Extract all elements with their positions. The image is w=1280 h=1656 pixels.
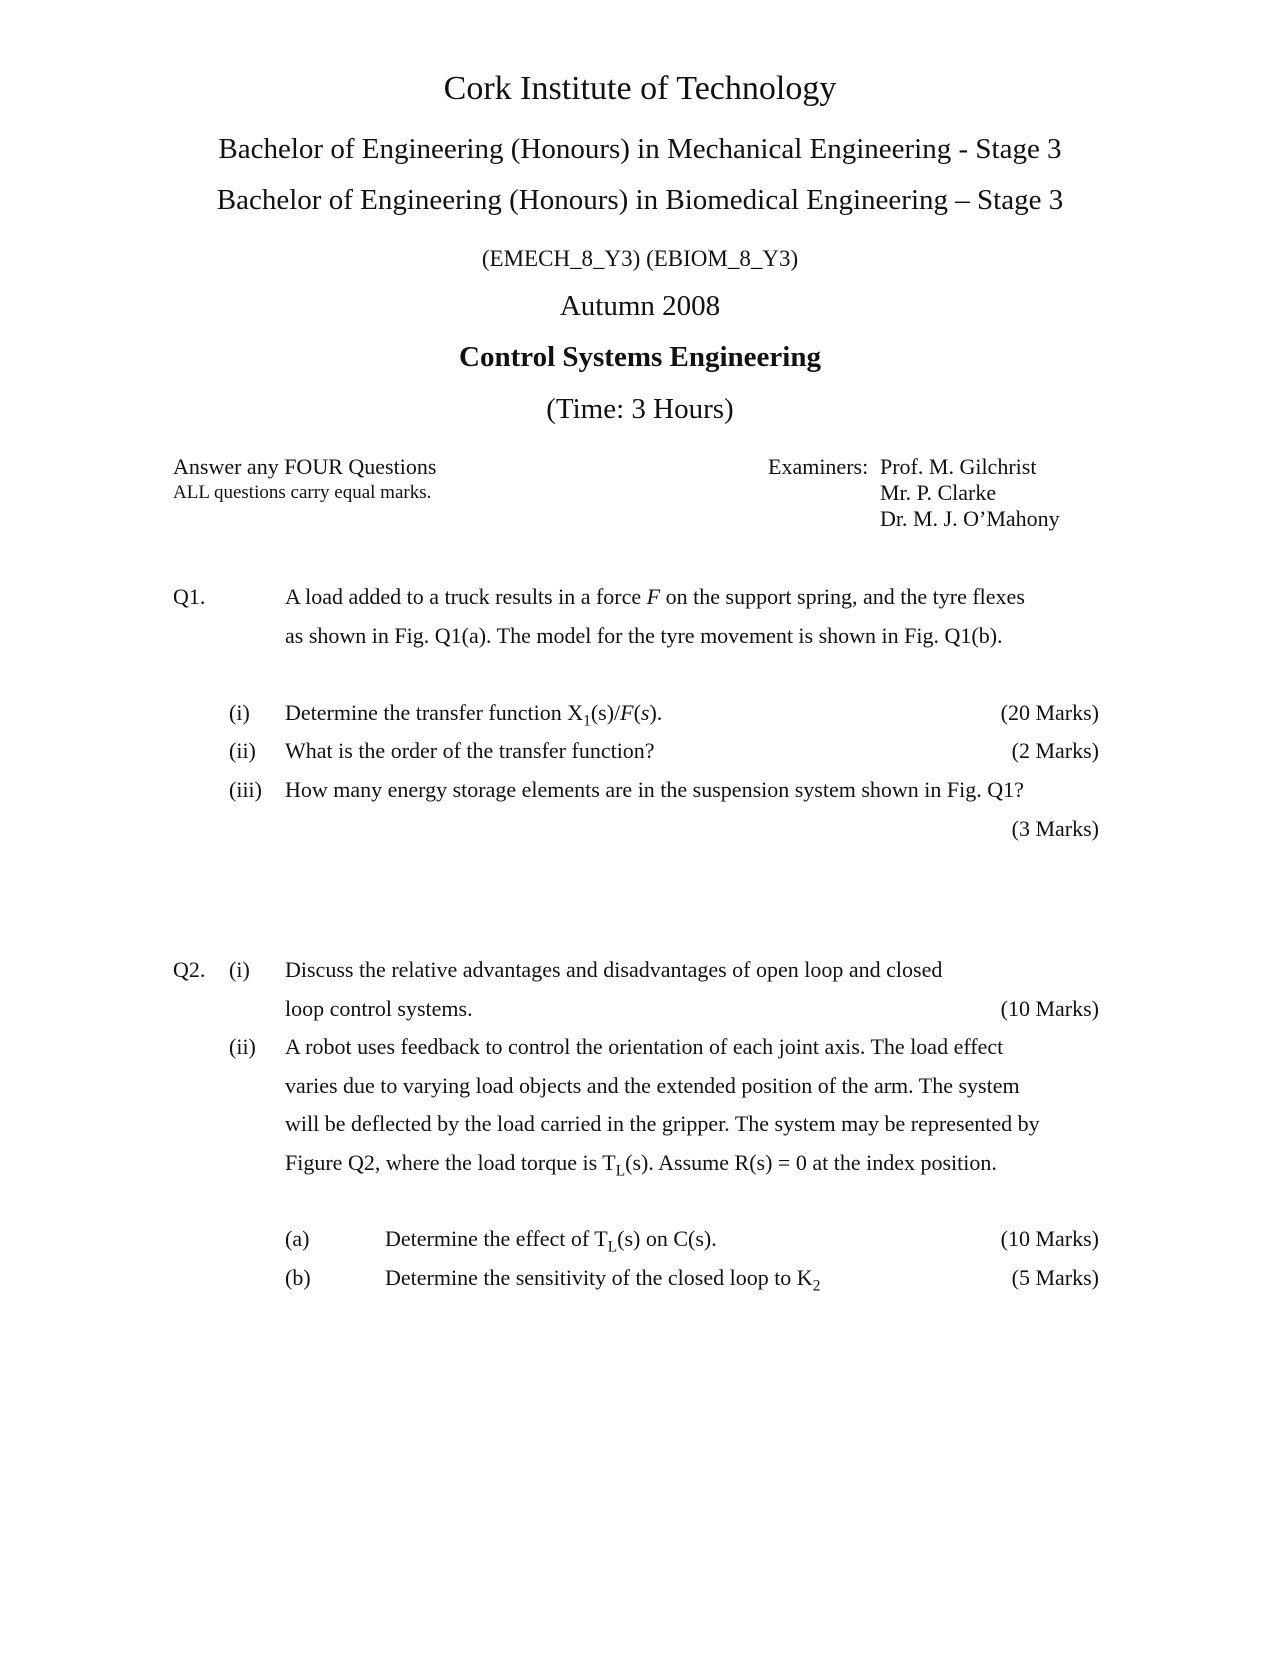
exam-duration: (Time: 3 Hours) — [546, 393, 734, 425]
q2-part-i-label: (i) — [229, 957, 250, 982]
question-1-intro-line-1: A load added to a truck results in a force F on the support spring, and the tyre flexes — [285, 584, 1025, 609]
question-1-intro-line-2: as shown in Fig. Q1(a). The model for the tyre movement is shown in Fig. Q1(b). — [285, 623, 1003, 648]
question-2-number: Q2. — [173, 957, 206, 982]
q2-part-i-line-2: loop control systems. — [285, 996, 473, 1021]
q2-part-ii-line-1: A robot uses feedback to control the orientation of each joint axis. The load effect — [285, 1034, 1004, 1059]
q2-part-ii-line-2: varies due to varying load objects and the extended position of the arm. The system — [285, 1073, 1020, 1098]
q1-part-iii-marks: (3 Marks) — [1011, 816, 1099, 841]
q1-part-iii-label: (iii) — [229, 777, 262, 802]
examiners-label: Examiners: — [768, 454, 869, 479]
q2-part-ii-line-3: will be deflected by the load carried in the gripper. The system may be represented by — [285, 1111, 1040, 1136]
q1-part-iii-text: How many energy storage elements are in the suspension system shown in Fig. Q1? — [285, 777, 1024, 802]
q1-part-ii-marks: (2 Marks) — [1011, 738, 1099, 763]
q1-part-i-label: (i) — [229, 700, 250, 725]
q1-part-i-marks: (20 Marks) — [1000, 700, 1099, 725]
q2-subpart-b-text: Determine the sensitivity of the closed loop to $K_2$ — [385, 1265, 821, 1295]
instruction-answer-four: Answer any FOUR Questions — [173, 454, 437, 479]
q2-subpart-b-marks: (5 Marks) — [1011, 1265, 1099, 1290]
programme-line-1: Bachelor of Engineering (Honours) in Mechanical Engineering - Stage 3 — [218, 133, 1062, 165]
exam-term: Autumn 2008 — [559, 290, 721, 322]
q2-part-i-marks: (10 Marks) — [1000, 996, 1099, 1021]
subject-title: Control Systems Engineering — [459, 341, 821, 373]
q1-part-i-text: Determine the transfer function $X_1(s)/F(s)$. — [285, 700, 663, 730]
programme-codes: (EMECH_8_Y3) (EBIOM_8_Y3) — [481, 246, 799, 271]
q2-part-ii-line-4: Figure Q2, where the load torque is $T_L(s)$. Assume R(s) = 0 at the index position. — [285, 1150, 997, 1180]
q2-subpart-a-label: (a) — [285, 1226, 310, 1251]
q2-part-i-line-1: Discuss the relative advantages and disadvantages of open loop and closed — [285, 957, 943, 982]
q1-part-ii-text: What is the order of the transfer function? — [285, 738, 655, 763]
examiner-name-3: Dr. M. J. O’Mahony — [880, 506, 1060, 531]
q2-part-ii-label: (ii) — [229, 1034, 256, 1059]
institution-title: Cork Institute of Technology — [443, 70, 837, 107]
programme-line-2: Bachelor of Engineering (Honours) in Biomedical Engineering – Stage 3 — [216, 184, 1064, 216]
examiner-name-2: Mr. P. Clarke — [880, 480, 997, 505]
q1-part-ii-label: (ii) — [229, 738, 256, 763]
q2-subpart-a-marks: (10 Marks) — [1000, 1226, 1099, 1251]
q2-subpart-a-text: Determine the effect of $T_L(s)$ on C(s). — [385, 1226, 717, 1256]
q2-subpart-b-label: (b) — [285, 1265, 311, 1290]
examiner-name-1: Prof. M. Gilchrist — [880, 454, 1037, 479]
instruction-equal-marks: ALL questions carry equal marks. — [173, 482, 432, 503]
question-1-number: Q1. — [173, 584, 206, 609]
